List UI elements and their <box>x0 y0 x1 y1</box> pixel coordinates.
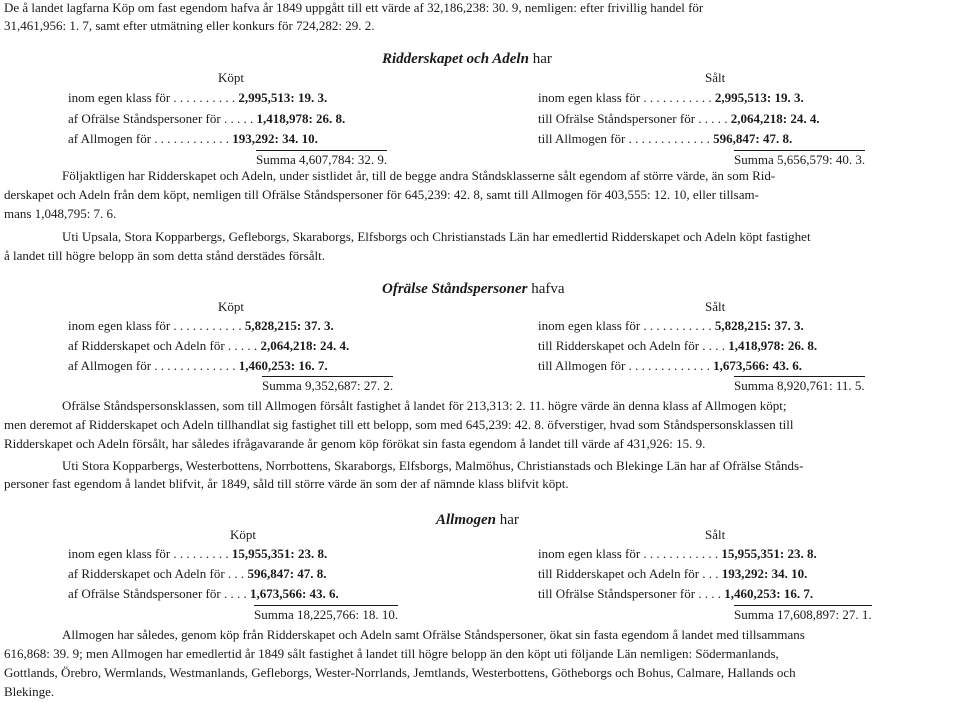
row-value: 1,460,253: 16. 7. <box>724 586 814 601</box>
section1-sold-header: Sålt <box>705 70 726 85</box>
row-label: inom egen klass för . . . . . . . . . <box>68 546 232 561</box>
section1-bought-sum: Summa 4,607,784: 32. 9. <box>256 152 388 167</box>
section2-para1-line: Ofrälse Ståndspersonsklassen, som till Allmogen försålt fastighet å landet för 213,313: 2. 11. högre värde än denna klass af Allmogen köpt; <box>62 398 787 413</box>
row-label: inom egen klass för . . . . . . . . . . . <box>68 318 245 333</box>
section3-sold-row <box>538 566 807 582</box>
row-label: inom egen klass för . . . . . . . . . . . <box>538 90 715 105</box>
row-label: af Ridderskapet och Adeln för . . . <box>68 566 248 581</box>
intro-line-2: 31,461,956: 1. 7, samt efter utmätning eller konkurs för 724,282: 29. 2. <box>4 18 375 33</box>
row-label: till Allmogen för . . . . . . . . . . . . . <box>538 358 714 373</box>
section2-sold-row <box>538 338 817 354</box>
section1-sold-row <box>538 131 792 147</box>
section3-bought-sum: Summa 18,225,766: 18. 10. <box>254 607 399 622</box>
section3-heading-rest: har <box>496 512 519 528</box>
section2-para2-line: personer fast egendom å landet blifvit, år 1849, såld till större värde än som der af nämnde klass blifvit köpt. <box>4 476 569 491</box>
row-value: 1,418,978: 26. 8. <box>728 338 818 353</box>
section3-sold-header: Sålt <box>705 527 726 542</box>
row-label: af Allmogen för . . . . . . . . . . . . . <box>68 358 239 373</box>
row-label: till Ridderskapet och Adeln för . . . . <box>538 338 729 353</box>
row-label: af Ofrälse Ståndspersoner för . . . . . <box>68 111 257 126</box>
section1-bought-row <box>68 131 318 147</box>
row-label: till Ofrälse Ståndspersoner för . . . . <box>538 586 725 601</box>
section2-sold-sum: Summa 8,920,761: 11. 5. <box>734 378 865 393</box>
section1-bought-row <box>68 90 327 106</box>
section3-bought-row <box>68 586 339 602</box>
row-value: 2,995,513: 19. 3. <box>714 90 804 105</box>
section3-bought-row <box>68 566 327 582</box>
row-value: 1,673,566: 43. 6. <box>249 586 339 601</box>
section2-para1-line: Ridderskapet och Adeln försålt, har således ifrågavarande år genom köp förökat sin fasta egendom å landet till värde af 431,926: 15. 9. <box>4 436 706 451</box>
section1-heading-rest: har <box>528 51 552 67</box>
row-value: 15,955,351: 23. 8. <box>721 546 817 561</box>
section3-bought-row <box>68 546 327 562</box>
section3-para1-line: Blekinge. <box>4 684 55 699</box>
row-value: 596,847: 47. 8. <box>247 566 327 581</box>
row-label: af Ofrälse Ståndspersoner för . . . . <box>68 586 250 601</box>
section3-para1-line: 616,868: 39. 9; men Allmogen har emedlertid år 1849 sålt fastighet å landet till högre belopp än den köpt uti följande Län nemligen: Södermanlands, <box>4 646 779 661</box>
section2-bought-row <box>68 318 334 334</box>
row-value: 1,460,253: 16. 7. <box>238 358 328 373</box>
section3-sold-row <box>538 586 813 602</box>
section1-para2-line: Uti Upsala, Stora Kopparbergs, Gefleborgs, Skaraborgs, Elfsborgs och Christianstads Län har emedlertid Ridderskapet och Adeln köpt fastighet <box>62 229 811 244</box>
row-value: 2,064,218: 24. 4. <box>730 111 820 126</box>
section2-sold-header: Sålt <box>705 299 726 314</box>
section2-heading-rest: hafva <box>527 281 565 297</box>
section1-para2-line: å landet till högre belopp än som detta stånd derstädes försålt. <box>4 248 325 263</box>
row-value: 15,955,351: 23. 8. <box>231 546 328 561</box>
section1-bought-row <box>68 111 345 127</box>
intro-line-1: De å landet lagfarna Köp om fast egendom hafva år 1849 uppgått till ett värde af 32,186,238: 30. 9, nemligen: efter frivillig handel för <box>4 0 704 15</box>
row-value: 596,847: 47. 8. <box>713 131 793 146</box>
section1-heading <box>382 50 552 68</box>
section1-para1-line: Följaktligen har Ridderskapet och Adeln, under sistlidet år, till de begge andra Ståndsklasserne sålt egendom af större värde, än som Rid- <box>62 168 776 183</box>
section1-sold-sum: Summa 5,656,579: 40. 3. <box>734 152 866 167</box>
row-value: 193,292: 34. 10. <box>232 131 318 146</box>
section3-heading-bold: Allmogen <box>436 512 497 528</box>
section1-heading-bold: Ridderskapet och Adeln <box>382 51 529 67</box>
row-value: 1,418,978: 26. 8. <box>256 111 346 126</box>
section2-sold-row <box>538 318 804 334</box>
row-value: 193,292: 34. 10. <box>721 566 808 581</box>
row-label: af Ridderskapet och Adeln för . . . . . <box>68 338 261 353</box>
section2-bought-row <box>68 358 328 374</box>
section1-bought-header: Köpt <box>218 70 244 85</box>
section3-heading <box>436 511 519 529</box>
section3-sold-row <box>538 546 817 562</box>
section1-sold-row <box>538 111 820 127</box>
section3-sold-sum: Summa 17,608,897: 27. 1. <box>734 607 872 622</box>
row-label: till Allmogen för . . . . . . . . . . . . . <box>538 131 714 146</box>
row-value: 5,828,215: 37. 3. <box>244 318 334 333</box>
row-value: 2,995,513: 19. 3. <box>238 90 328 105</box>
row-label: af Allmogen för . . . . . . . . . . . . <box>68 131 233 146</box>
section3-para1-line: Allmogen har således, genom köp från Ridderskapet och Adeln samt Ofrälse Ståndspersoner, ökat sin fasta egendom å landet med tillsammans <box>62 627 805 642</box>
section3-para1-line: Gottlands, Örebro, Wermlands, Westmanlands, Gefleborgs, Wester-Norrlands, Jemtlands, Westerbottens, Götheborgs och Bohus, Calmare, Hallands och <box>4 665 796 680</box>
section2-para1-line: men deremot af Ridderskapet och Adeln tillhandlat sig fastighet till ett belopp, som med 645,239: 42. 8. öfverstiger, hvad som Ståndspersonsklassen till <box>4 417 794 432</box>
section2-bought-row <box>68 338 349 354</box>
section1-para1-line: mans 1,048,795: 7. 6. <box>4 206 117 221</box>
section2-heading <box>382 280 565 298</box>
section2-bought-sum: Summa 9,352,687: 27. 2. <box>262 378 394 393</box>
section1-sold-row <box>538 90 804 106</box>
row-label: till Ofrälse Ståndspersoner för . . . . . <box>538 111 731 126</box>
row-label: inom egen klass för . . . . . . . . . . <box>68 90 239 105</box>
row-label: inom egen klass för . . . . . . . . . . . . <box>538 546 722 561</box>
row-value: 1,673,566: 43. 6. <box>713 358 802 373</box>
section2-sold-row <box>538 358 802 374</box>
section1-para1-line: derskapet och Adeln från dem köpt, nemligen till Ofrälse Ståndspersoner för 645,239: 42. 8, samt till Allmogen för 403,555: 12. 10, eller tillsam- <box>4 187 759 202</box>
section2-para2-line: Uti Stora Kopparbergs, Westerbottens, Norrbottens, Skaraborgs, Elfsborgs, Malmöhus, Christianstads och Blekinge Län har af Ofrälse Stånds- <box>62 458 804 473</box>
section2-bought-header: Köpt <box>218 299 244 314</box>
section3-bought-header: Köpt <box>230 527 256 542</box>
row-label: till Ridderskapet och Adeln för . . . <box>538 566 722 581</box>
row-value: 5,828,215: 37. 3. <box>714 318 804 333</box>
row-value: 2,064,218: 24. 4. <box>260 338 350 353</box>
row-label: inom egen klass för . . . . . . . . . . . <box>538 318 715 333</box>
section2-heading-bold: Ofrälse Ståndspersoner <box>382 281 528 297</box>
